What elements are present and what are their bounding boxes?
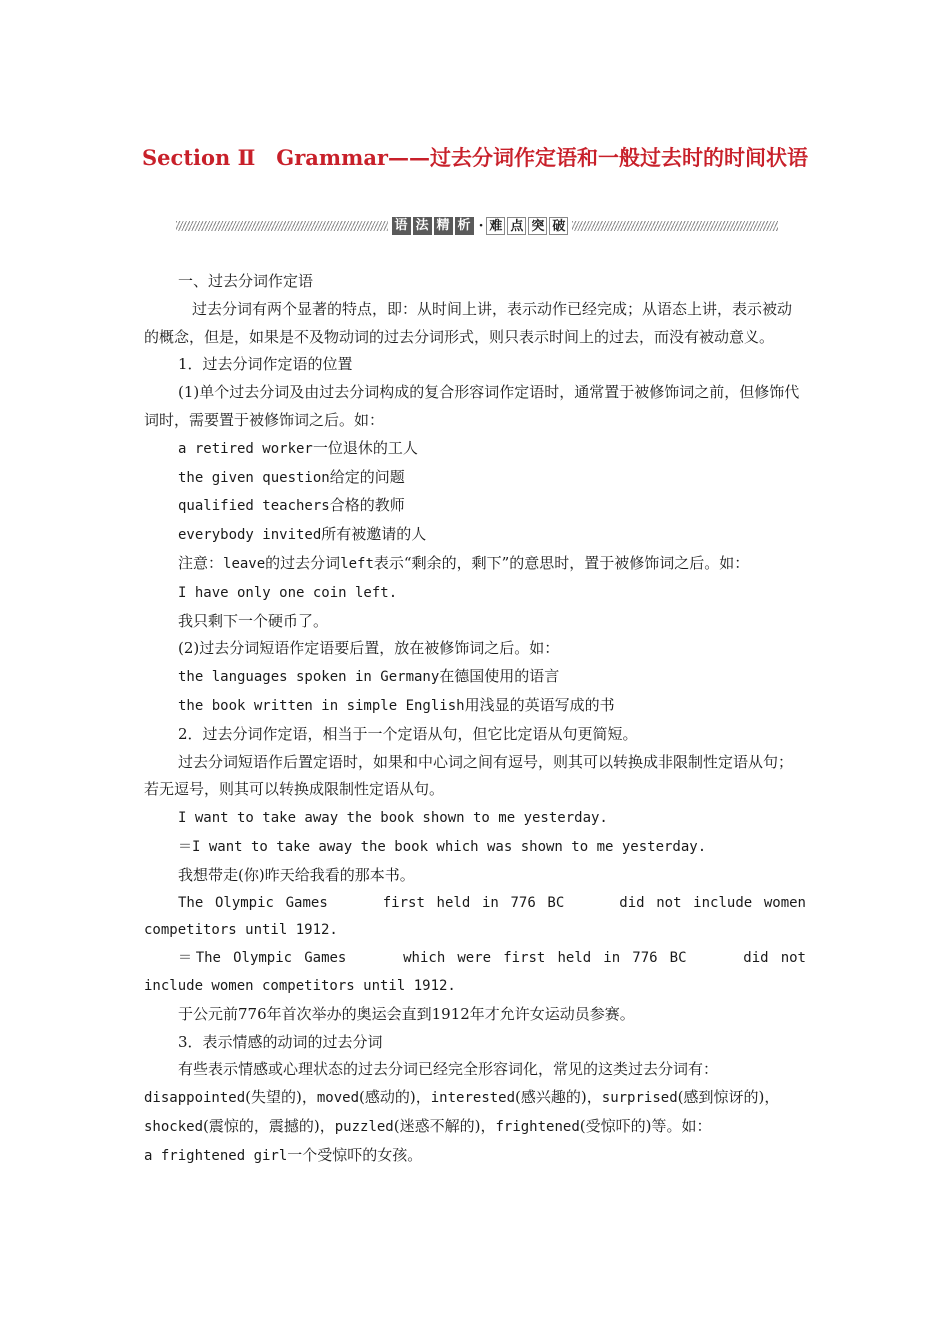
banner-grammar-analysis: 语 法 精 析 (392, 217, 476, 235)
note-paragraph: 注意：leave的过去分词left表示“剩余的，剩下”的意思时，置于被修饰词之后。如： (178, 553, 750, 572)
example-line: I want to take away the book shown to me yesterday. (178, 810, 608, 827)
point-2-description: 过去分词短语作后置定语时，如果和中心词之间有逗号，则其可以转换成非限制性定语从句；若无逗号，则其可以转换成限制性定语从句。 (144, 752, 794, 799)
example-line: the given question给定的问题 (178, 467, 405, 486)
example-line: a frightened girl一个受惊吓的女孩。 (144, 1145, 423, 1164)
point-1-rule-1: (1)单个过去分词及由过去分词构成的复合形容词作定语时，通常置于被修饰词之前，但修饰代词时，需要置于被修饰词之后。如： (144, 383, 800, 429)
example-line: competitors until 1912. (144, 922, 338, 939)
example-translation: 我只剩下一个硬币了。 (178, 611, 329, 630)
section-heading: 一、过去分词作定语 (178, 272, 314, 290)
example-line: ＝The Olympic Games which were first held in 776 BC did not (178, 950, 806, 967)
document-body (144, 268, 806, 1171)
example-translation: 我想带走(你)昨天给我看的那本书。 (178, 865, 415, 884)
example-line: a retired worker一位退休的工人 (178, 438, 418, 457)
example-line: ＝I want to take away the book which was shown to me yesterday. (178, 838, 707, 855)
banner-difficulty-breakthrough: 难 点 突 破 (486, 217, 570, 235)
example-translation: 于公元前776年首次举办的奥运会直到1912年才允许女运动员参赛。 (178, 1004, 635, 1023)
banner-label (392, 216, 570, 236)
point-1-title: 1．过去分词作定语的位置 (178, 355, 353, 374)
banner-separator: · (478, 218, 484, 234)
banner-hatch-left (176, 221, 388, 231)
example-line: the languages spoken in Germany在德国使用的语言 (178, 667, 560, 686)
banner-hatch-right (572, 221, 778, 231)
example-line: include women competitors until 1912. (144, 977, 456, 994)
example-line: The Olympic Games first held in 776 BC did not include women (178, 894, 806, 911)
section-banner (176, 216, 778, 236)
example-line: qualified teachers合格的教师 (178, 496, 405, 515)
point-2-title: 2．过去分词作定语，相当于一个定语从句，但它比定语从句更简短。 (178, 724, 638, 743)
example-line: everybody invited所有被邀请的人 (178, 525, 427, 544)
example-line: the book written in simple English用浅显的英语写成的书 (178, 695, 615, 714)
point-3-body: 有些表示情感或心理状态的过去分词已经完全形容词化，常见的这类过去分词有：disappointed(失望的)，moved(感动的)，interested(感兴趣的)，surprised(感到惊讶的)，shocked(震惊的，震撼的)，puzzled(迷惑不解的)，frightened(受惊吓的)等。如： (144, 1060, 780, 1135)
page-title: Section Ⅱ Grammar——过去分词作定语和一般过去时的时间状语 (142, 145, 808, 170)
point-3-title: 3．表示情感的动词的过去分词 (178, 1032, 383, 1051)
intro-paragraph: 过去分词有两个显著的特点，即：从时间上讲，表示动作已经完成；从语态上讲，表示被动的概念，但是，如果是不及物动词的过去分词形式，则只表示时间上的过去，而没有被动意义。 (144, 299, 793, 346)
point-1-rule-2: (2)过去分词短语作定语要后置，放在被修饰词之后。如： (178, 639, 560, 658)
example-line: I have only one coin left. (178, 584, 398, 601)
